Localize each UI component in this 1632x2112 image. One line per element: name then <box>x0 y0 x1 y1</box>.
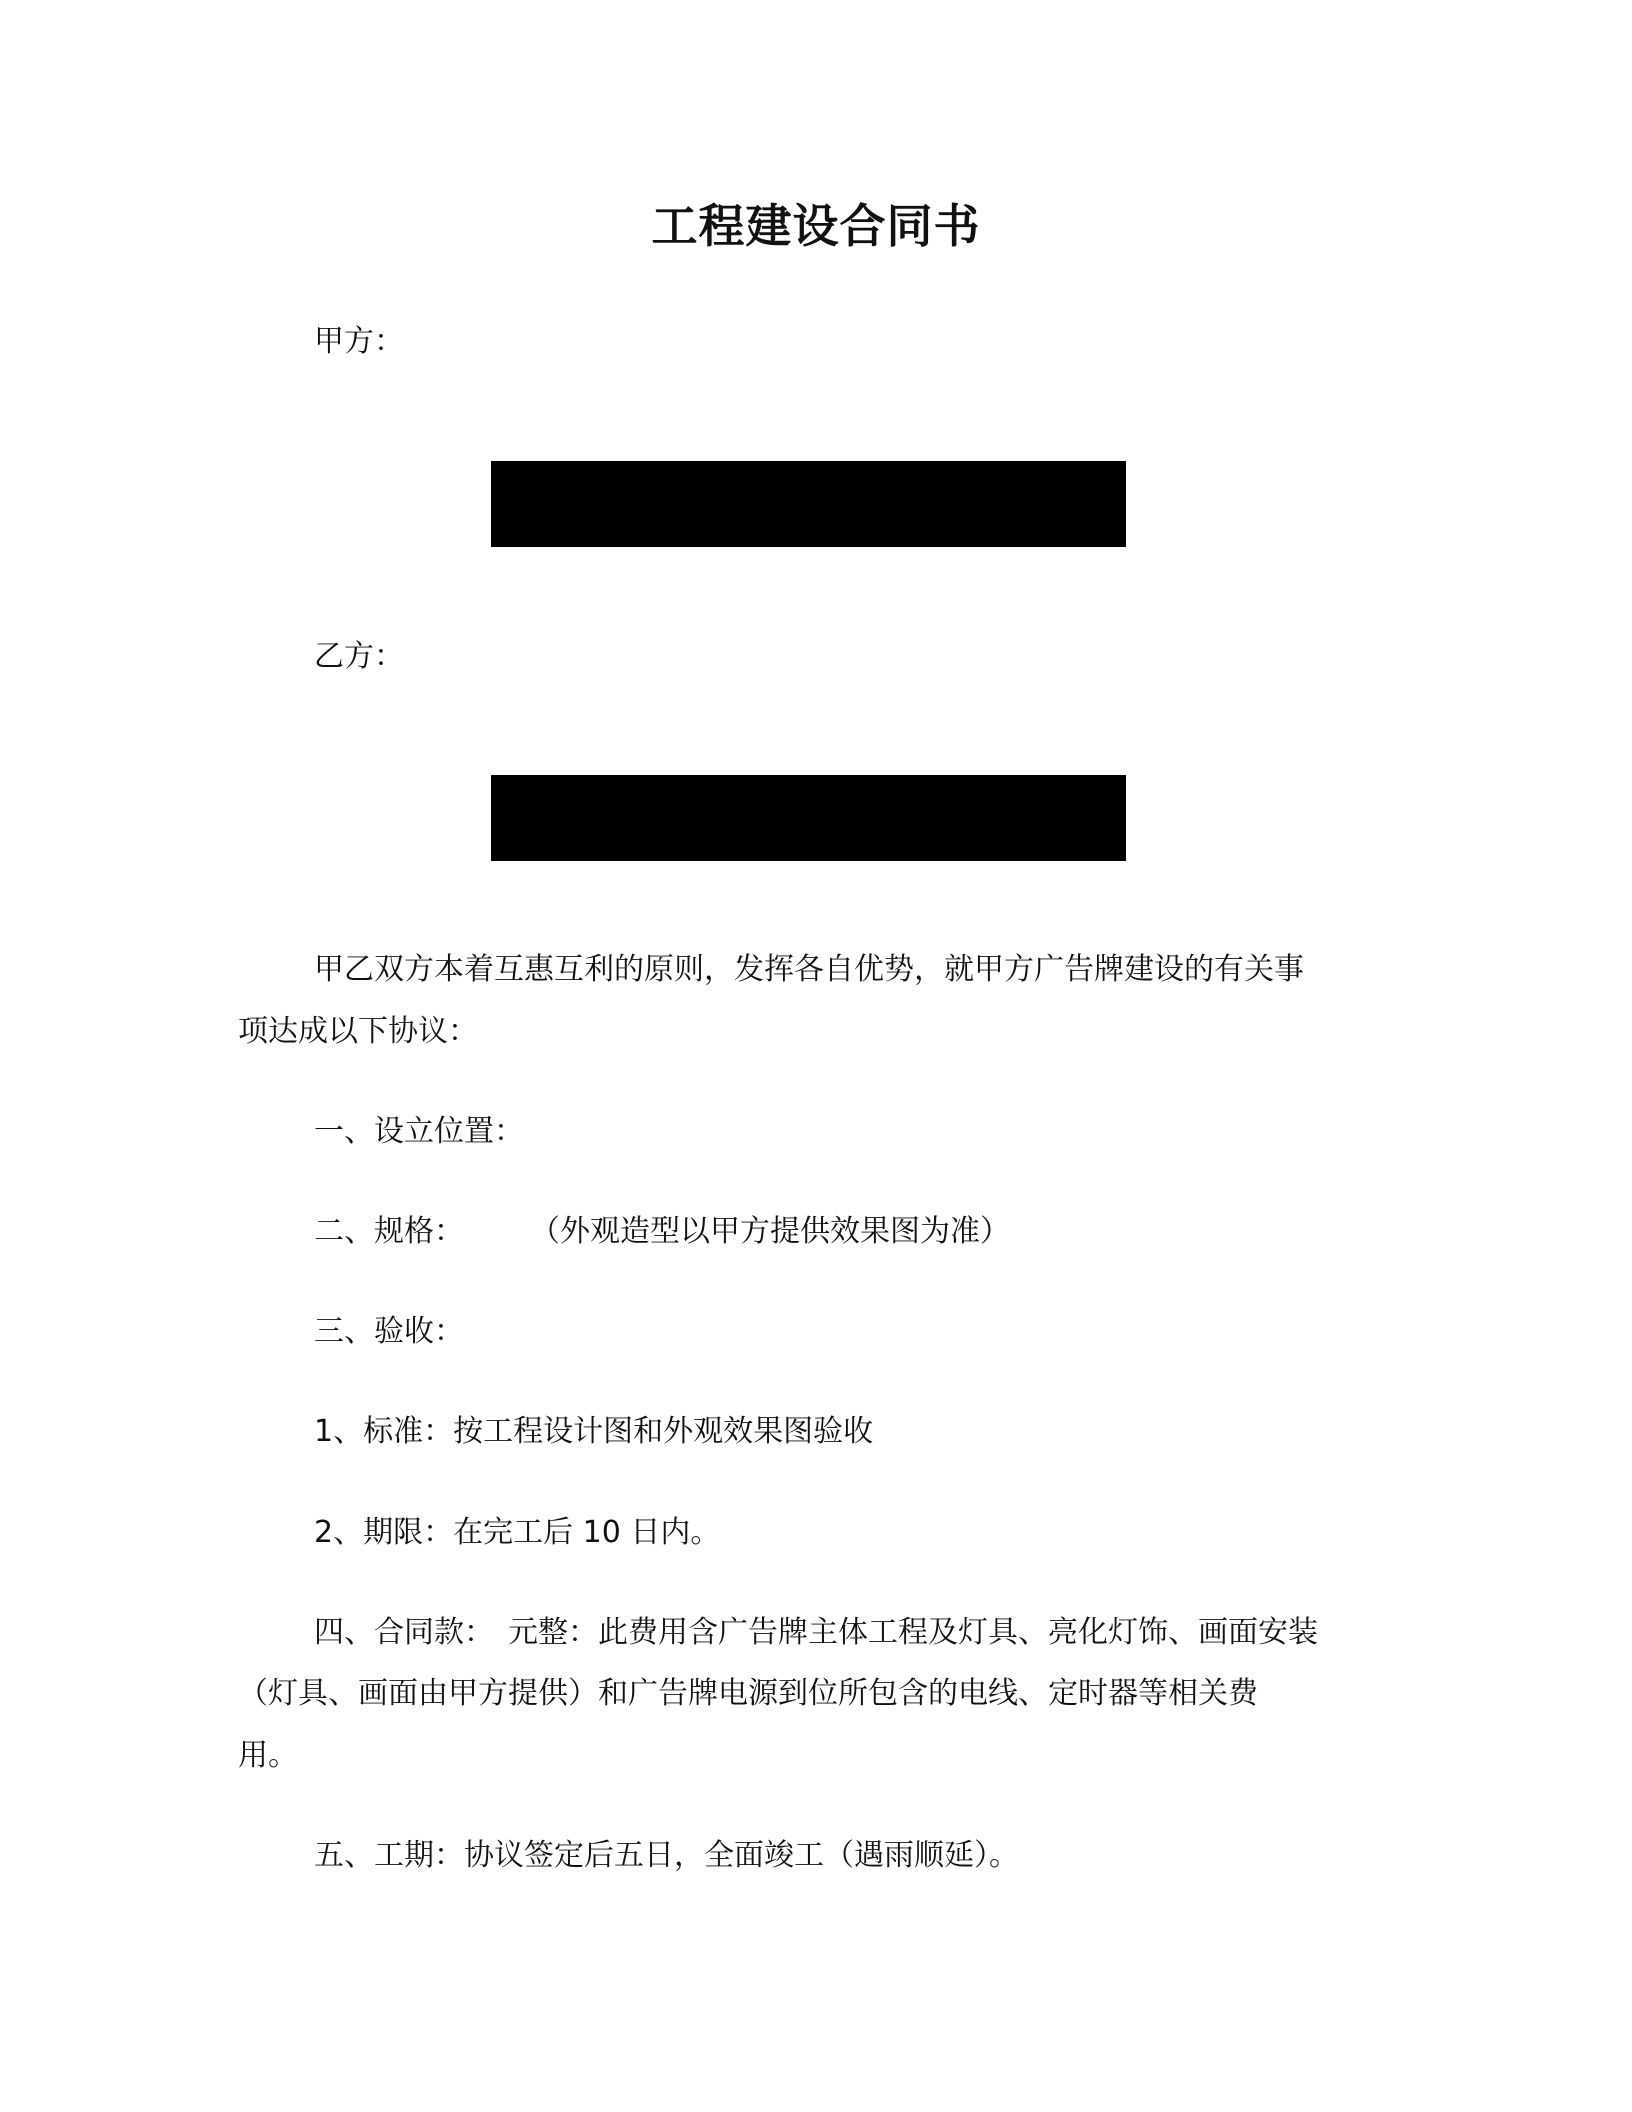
section-4-payment-line-1 <box>314 1613 1318 1653</box>
acceptance-item-1: 1、标准：按工程设计图和外观效果图验收 <box>314 1414 874 1449</box>
section-4-payment-line-2: （灯具、画面由甲方提供）和广告牌电源到位所包含的电线、定时器等相关费 <box>238 1676 1258 1711</box>
party-b-label: 乙方： <box>314 639 404 674</box>
section-1-location: 一、设立位置： <box>314 1114 524 1149</box>
intro-paragraph-line-1: 甲乙双方本着互惠互利的原则，发挥各自优势，就甲方广告牌建设的有关事 <box>314 952 1304 987</box>
section-2-note: （外观造型以甲方提供效果图为准） <box>530 1214 1010 1249</box>
section-2-spec <box>314 1212 1010 1252</box>
redaction-bar-party-a <box>491 461 1126 547</box>
party-a-label: 甲方： <box>314 324 404 359</box>
section-4-label: 四、合同款： <box>314 1615 494 1650</box>
section-2-label: 二、规格： <box>314 1214 464 1249</box>
acceptance-item-2: 2、期限：在完工后 10 日内。 <box>314 1515 721 1550</box>
document-title: 工程建设合同书 <box>651 199 981 253</box>
intro-paragraph-line-2: 项达成以下协议： <box>238 1014 478 1049</box>
section-5-schedule: 五、工期：协议签定后五日，全面竣工（遇雨顺延）。 <box>314 1838 1019 1873</box>
section-4-payment-line-3: 用。 <box>238 1738 298 1773</box>
redaction-bar-party-b <box>491 775 1126 861</box>
section-3-acceptance: 三、验收： <box>314 1314 464 1349</box>
section-4-text: 元整：此费用含广告牌主体工程及灯具、亮化灯饰、画面安装 <box>508 1615 1318 1650</box>
